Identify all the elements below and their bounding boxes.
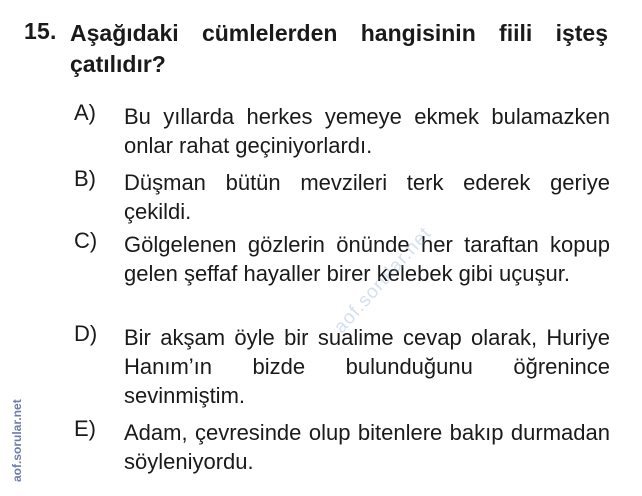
question-number: 15. — [24, 18, 57, 44]
option-text: Düşman bütün mevzileri terk ederek geriye çekildi. — [124, 170, 610, 224]
watermark-side: aof.sorular.net — [10, 399, 24, 482]
watermark-diagonal: aof.sorular.net — [329, 223, 437, 338]
option-text: Bu yıllarda herkes yemeye ekmek bulamazken onlar rahat geçiniyorlardı. — [124, 104, 610, 158]
option-letter: D) — [74, 321, 98, 346]
option-letter: B) — [74, 166, 96, 191]
question-stem: Aşağıdaki cümlelerden hangisinin fiili işteş çatılıdır? — [70, 20, 608, 77]
option-letter: E) — [74, 416, 96, 441]
option-text: Adam, çevresinde olup bitenlere bakıp durmadan söyleniyordu. — [124, 420, 610, 474]
option-letter: A) — [74, 100, 96, 125]
option-text: Gölgelenen gözlerin önünde her taraftan kopup gelen şeffaf hayaller birer kelebek gibi uçuşur. — [124, 232, 610, 286]
option-text: Bir akşam öyle bir sualime cevap olarak, Huriye Hanım’ın bizde bulunduğunu öğrenince sevinmiştim. — [124, 325, 610, 408]
option-letter: C) — [74, 228, 98, 253]
